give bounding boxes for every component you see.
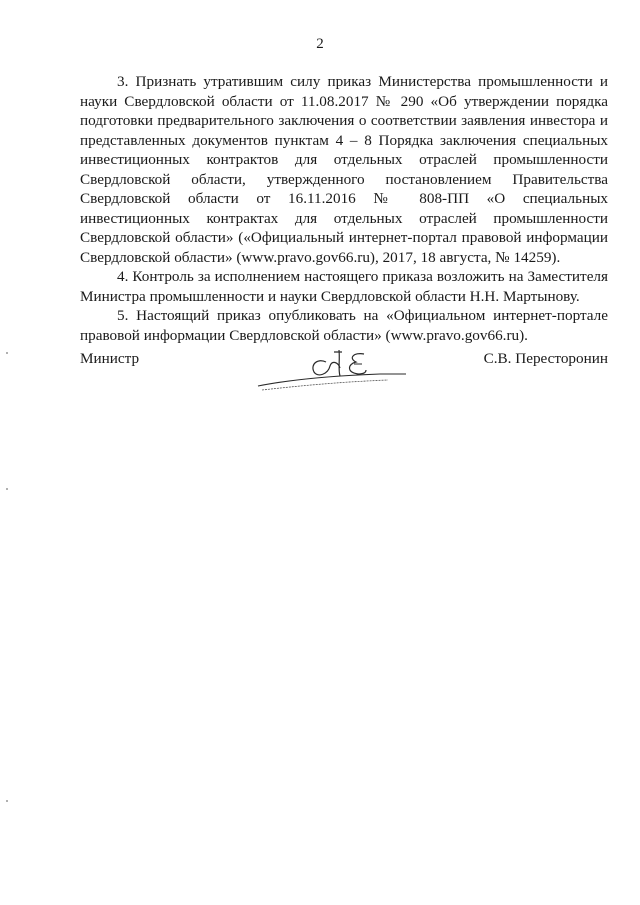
- margin-dot: [6, 352, 8, 354]
- document-body: [80, 72, 608, 345]
- signatory-title: Министр: [80, 350, 140, 367]
- paragraph-3: 3. Признать утратившим силу приказ Министерства промышленности и науки Свердловской области от 11.08.2017 № 290 «Об утверждении порядка подготовки предварительного заключения о соответствии заявления инвестора и представленных документов пунктам 4 – 8 Порядка заключения специальных инвестиционных контрактов для отдельных отраслей промышленности Свердловской области, утвержденного постановлением Правительства Свердловской области от 16.11.2016 № 808-ПП «О специальных инвестиционных контрактах для отдельных отраслей промышленности Свердловской области» («Официальный интернет-портал правовой информации Свердловской области» (www.pravo.gov66.ru), 2017, 18 августа, № 14259).: [80, 73, 608, 266]
- margin-dot: [6, 800, 8, 802]
- page-number: 2: [316, 36, 324, 52]
- signatory-name: С.В. Пересторонин: [483, 350, 608, 367]
- handwritten-signature: [248, 340, 418, 400]
- margin-dot: [6, 488, 8, 490]
- signature-block: [80, 346, 608, 406]
- paragraph-5: 5. Настоящий приказ опубликовать на «Официальном интернет-портале правовой информации Свердловской области» (www.pravo.gov66.ru).: [80, 307, 608, 344]
- paragraph-4: 4. Контроль за исполнением настоящего приказа возложить на Заместителя Министра промышленности и науки Свердловской области Н.Н. Мартынову.: [80, 268, 608, 305]
